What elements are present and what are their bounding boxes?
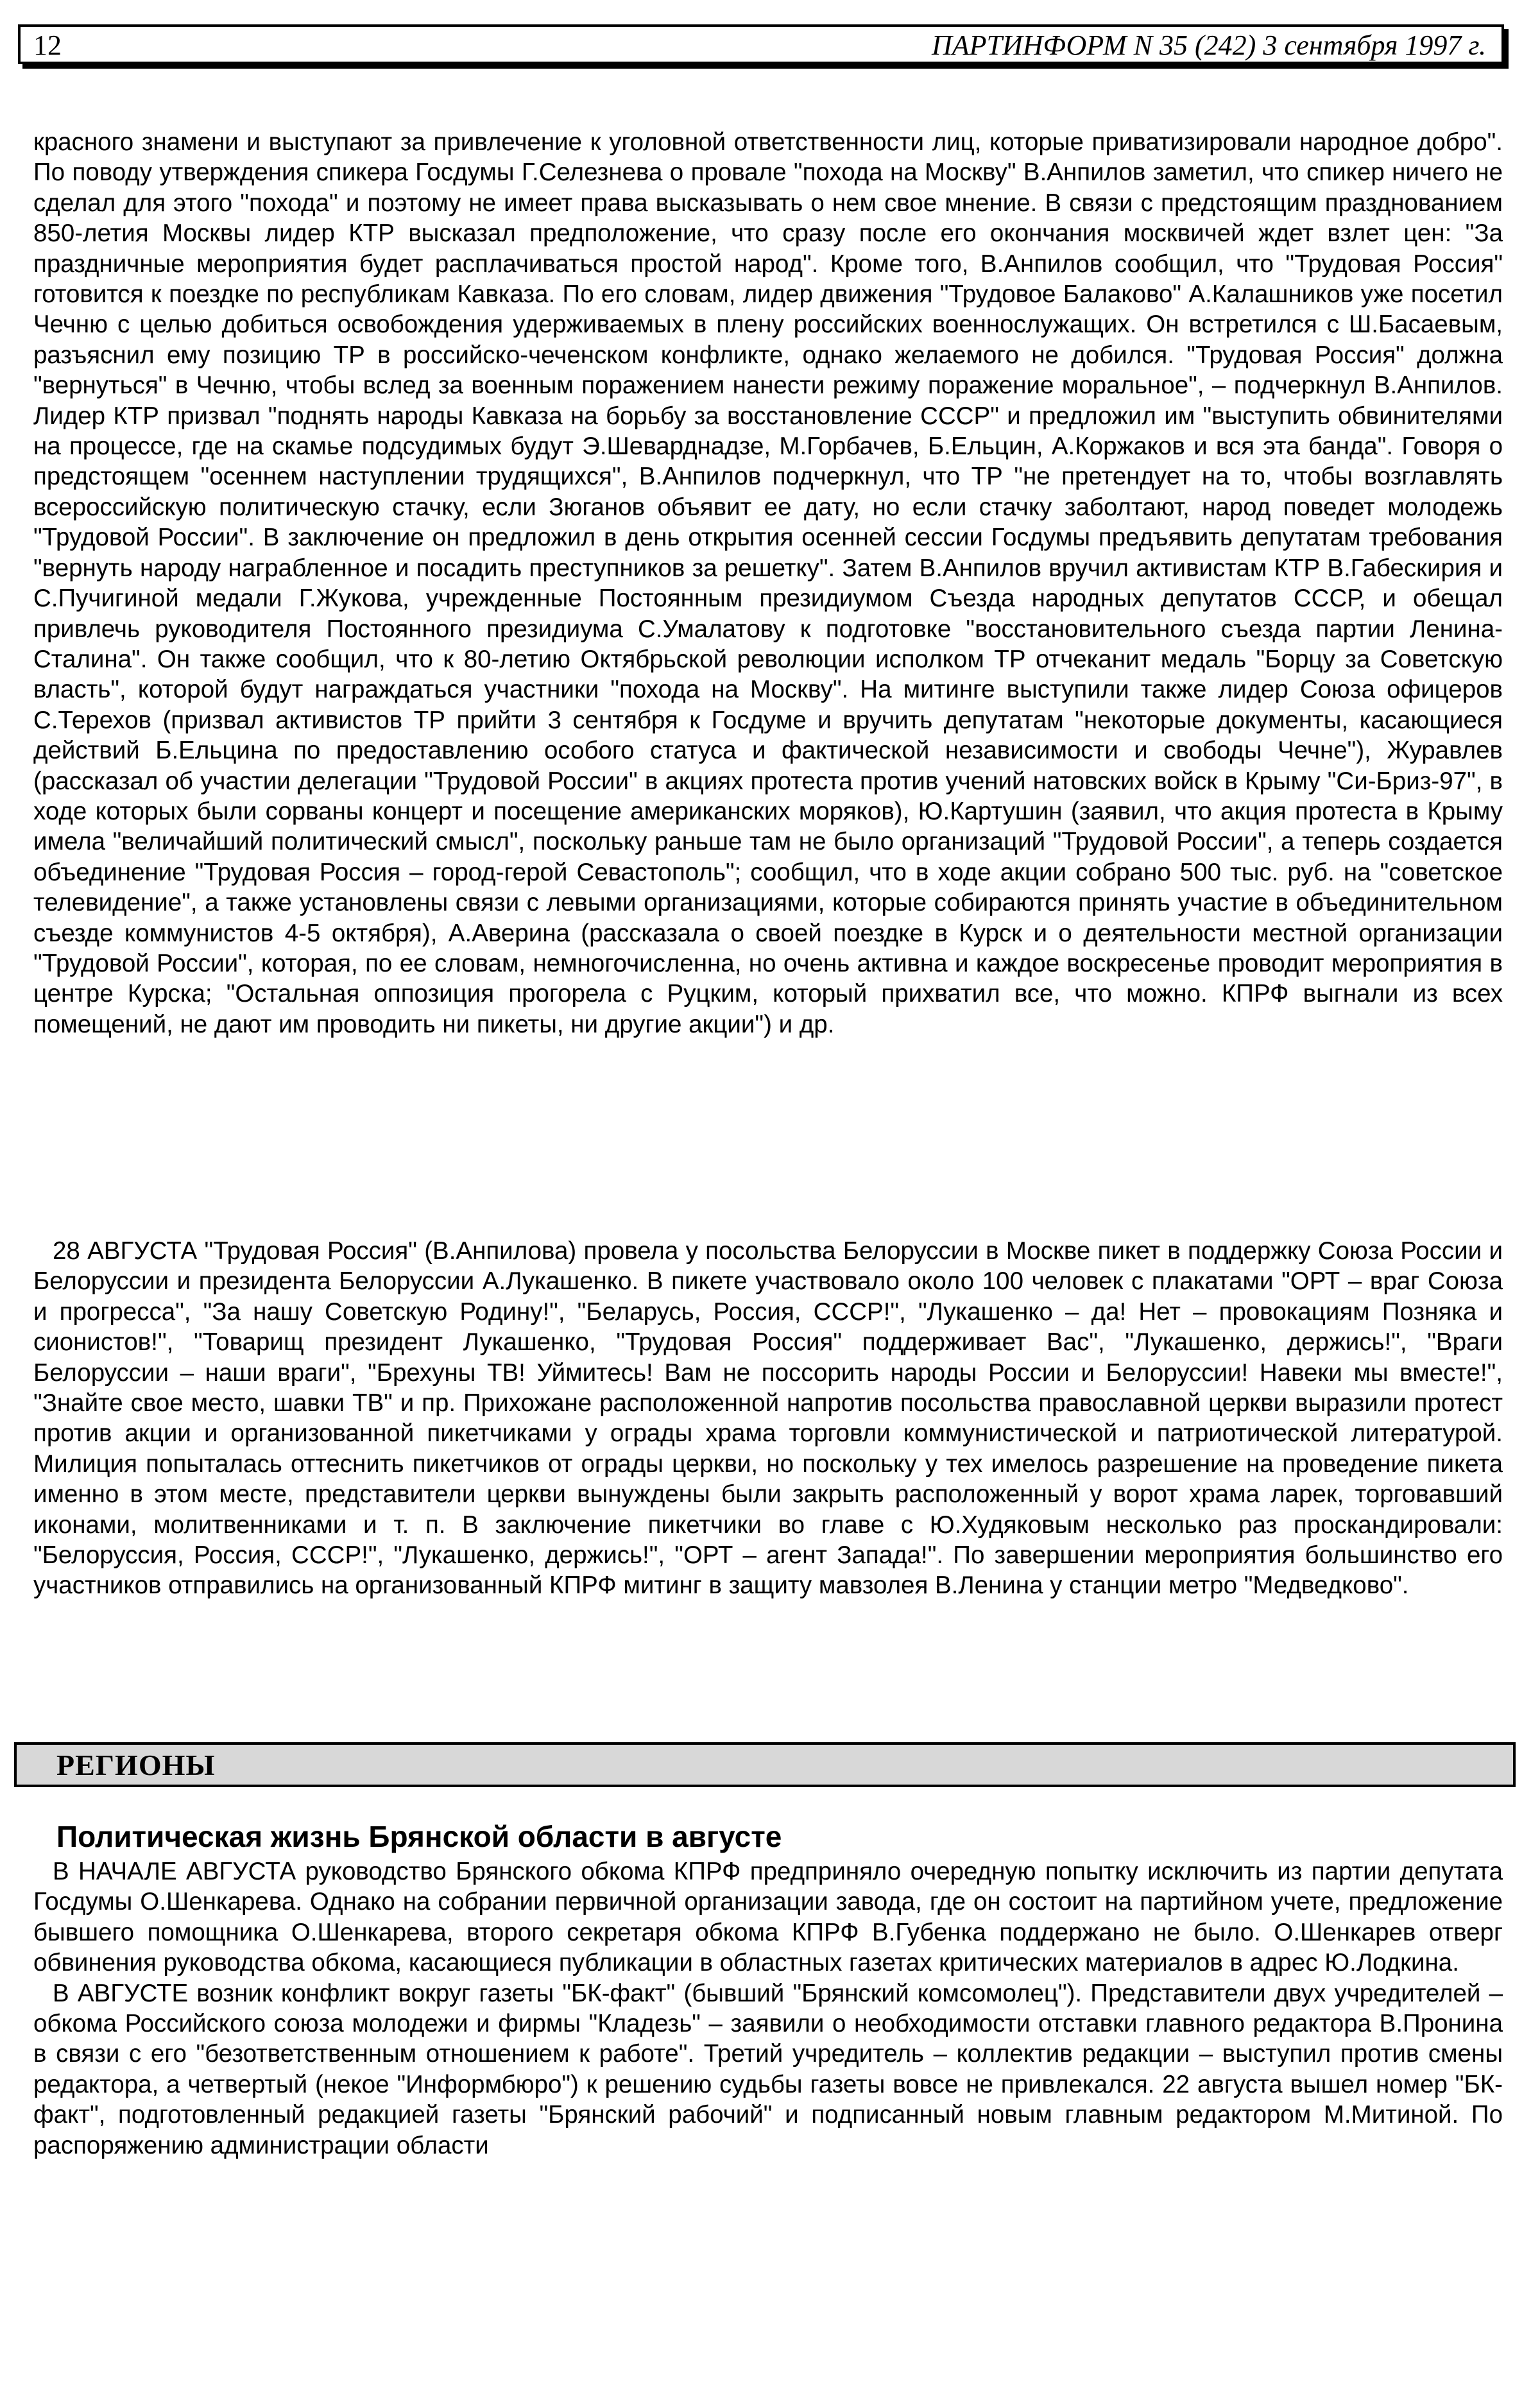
paragraph: В НАЧАЛЕ АВГУСТА руководство Брянского обкома КПРФ предприняло очередную попытку исключить из партии депутата Госдумы О.Шенкарева. Однако на собрании первичной организации завода, где он состоит на партийном учете, предложение бывшего помощника О.Шенкарева, второго секретаря обкома КПРФ В.Губенка поддержано не было. О.Шенкарев отверг обвинения руководства обкома, касающиеся публикации в областных газетах критических материалов в адрес Ю.Лодкина. [33, 1858, 1503, 1977]
article-paragraph-august-28 [33, 1236, 1503, 1601]
article-continuation [33, 127, 1503, 1040]
page-number: 12 [33, 30, 62, 61]
issue-info: ПАРТИНФОРМ N 35 (242) 3 сентября 1997 г. [932, 30, 1486, 61]
paragraph: В АВГУСТЕ возник конфликт вокруг газеты "БК-факт" (бывший "Брянский комсомолец"). Представители двух учредителей – обкома Российского союза молодежи и фирмы "Кладезь" – заявили о необходимости отставки главного редактора В.Пронина в связи с его "безответственным отношением к работе". Третий учредитель – коллектив редакции – выступил против смены редактора, а четвертый (некое "Информбюро") к решению судьбы газеты вовсе не привлекался. 22 августа вышел номер "БК-факт", подготовленный редакцией газеты "Брянский рабочий" и подписанный новым главным редактором М.Митиной. По распоряжению администрации области [33, 1979, 1503, 2159]
paragraph: красного знамени и выступают за привлечение к уголовной ответственности лиц, которые приватизировали народное добро". По поводу утверждения спикера Госдумы Г.Селезнева о провале "похода на Москву" В.Анпилов заметил, что спикер ничего не сделал для этого "похода" и поэтому не имеет права высказывать о нем свое мнение. В связи с предстоящим празднованием 850-летия Москвы лидер КТР высказал предположение, что сразу после его окончания москвичей ждет взлет цен: "За праздничные мероприятия будет расплачиваться простой народ". Кроме того, В.Анпилов сообщил, что "Трудовая Россия" готовится к поездке по республикам Кавказа. По его словам, лидер движения "Трудовое Балаково" А.Калашников уже посетил Чечню с целью добиться освобождения удерживаемых в плену российских военнослужащих. Он встретился с Ш.Басаевым, разъяснил ему позицию ТР в российско-чеченском конфликте, однако желаемого не добился. "Трудовая Россия" должна "вернуться" в Чечню, чтобы вслед за военным поражением нанести режиму поражение моральное", – подчеркнул В.Анпилов. Лидер КТР призвал "поднять народы Кавказа на борьбу за восстановление СССР" и предложил им "выступить обвинителями на процессе, где на скамье подсудимых будут Э.Шеварднадзе, М.Горбачев, Б.Ельцин, А.Коржаков и вся эта банда". Говоря о предстоящем "осеннем наступлении трудящихся", В.Анпилов подчеркнул, что ТР "не претендует на то, чтобы возглавлять всероссийскую политическую стачку, если Зюганов объявит ее дату, но если стачку заболтают, народ поведет молодежь "Трудовой России". В заключение он предложил в день открытия осенней сессии Госдумы предъявить депутатам требования "вернуть народу награбленное и посадить преступников за решетку". Затем В.Анпилов вручил активистам КТР В.Габескирия и С.Пучигиной медали Г.Жукова, учрежденные Постоянным президиумом Съезда народных депутатов СССР, и обещал привлечь руководителя Постоянного президиума С.Умалатову к подготовке "восстановительного съезда партии Ленина-Сталина". Он также сообщил, что к 80-летию Октябрьской революции исполком ТР отчеканит медаль "Борцу за Советскую власть", которой будут награждаться участники "похода на Москву". На митинге выступили также лидер Союза офицеров С.Терехов (призвал активистов ТР прийти 3 сентября к Госдуме и вручить депутатам "некоторые документы, касающиеся действий Б.Ельцина по предоставлению особого статуса и фактической независимости и свободы Чечне"), Журавлев (рассказал об участии делегации "Трудовой России" в акциях протеста против учений натовских войск в Крыму "Си-Бриз-97", в ходе которых были сорваны концерт и посещение американских моряков), Ю.Картушин (заявил, что акция протеста в Крыму имела "величайший политический смысл", поскольку раньше там не было организаций "Трудовой России", а теперь создается объединение "Трудовая Россия – город-герой Севастополь"; сообщил, что в ходе акции собрано 500 тыс. руб. на "советское телевидение", а также установлены связи с левыми организациями, которые собираются принять участие в объединительном съезде коммунистов 4-5 октября), А.Аверина (рассказала о своей поездке в Курск и о деятельности местной организации "Трудовой России", которая, по ее словам, немногочисленна, но очень активна и каждое воскресенье проводит мероприятия в центре Курска; "Остальная оппозиция прогорела с Руцким, который прихватил все, что можно. КПРФ выгнали из всех помещений, не дают им проводить ни пикеты, ни другие акции") и др. [33, 128, 1503, 1038]
article-body [33, 1856, 1503, 2161]
section-title: РЕГИОНЫ [56, 1749, 216, 1781]
page-header [18, 24, 1504, 64]
section-header [14, 1742, 1516, 1787]
paragraph: 28 АВГУСТА "Трудовая Россия" (В.Анпилова) провела у посольства Белоруссии в Москве пикет в поддержку Союза России и Белоруссии и президента Белоруссии А.Лукашенко. В пикете участвовало около 100 человек с плакатами "ОРТ – враг Союза и прогресса", "За нашу Советскую Родину!", "Беларусь, Россия, СССР!", "Лукашенко – да! Нет – провокациям Позняка и сионистов!", "Товарищ президент Лукашенко, "Трудовая Россия" поддерживает Вас", "Лукашенко, держись!", "Враги Белоруссии – наши враги", "Брехуны ТВ! Уймитесь! Вам не поссорить народы России и Белоруссии! Навеки мы вместе!", "Знайте свое место, шавки ТВ" и пр. Прихожане расположенной напротив посольства православной церкви выразили протест против акции и организованной пикетчиками у ограды храма торговли коммунистической и патриотической литературой. Милиция попыталась оттеснить пикетчиков от ограды церкви, но поскольку у тех имелось разрешение на проведение пикета именно в этом месте, представители церкви вынуждены были закрыть расположенный у ворот храма ларек, торговавший иконами, молитвенниками и т. п. В заключение пикетчики во главе с Ю.Худяковым несколько раз проскандировали: "Белоруссия, Россия, СССР!", "Лукашенко, держись!", "ОРТ – агент Запада!". По завершении мероприятия большинство его участников отправились на организованный КПРФ митинг в защиту мавзолея В.Ленина у станции метро "Медведково". [33, 1237, 1503, 1600]
article-title: Политическая жизнь Брянской области в августе [56, 1820, 782, 1853]
